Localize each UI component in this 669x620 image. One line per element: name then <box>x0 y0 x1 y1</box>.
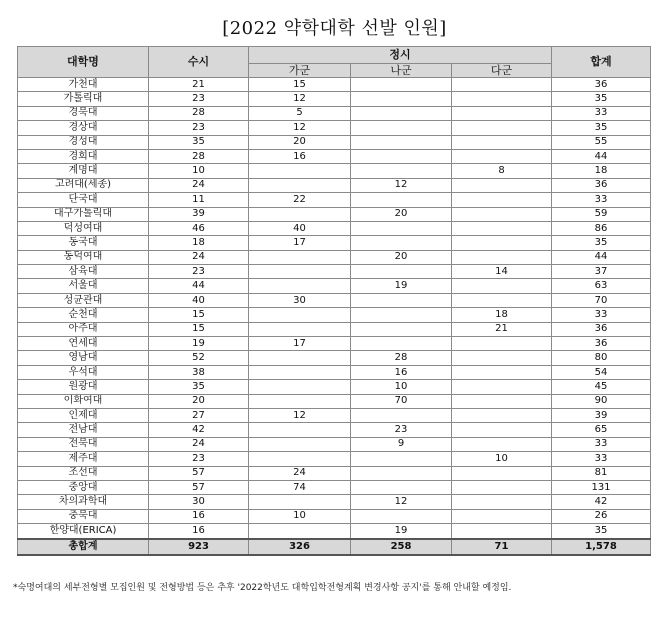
na-cell: 23 <box>351 423 452 437</box>
university-cell: 인제대 <box>18 408 149 422</box>
table-body <box>18 78 651 555</box>
ga-cell: 17 <box>249 337 351 351</box>
university-cell: 조선대 <box>18 466 149 480</box>
total-cell: 55 <box>552 135 651 149</box>
table-row <box>18 524 651 539</box>
na-cell: 19 <box>351 279 452 293</box>
total-cell: 36 <box>552 322 651 336</box>
university-cell: 중앙대 <box>18 480 149 494</box>
na-cell: 16 <box>351 365 452 379</box>
university-cell: 이화여대 <box>18 394 149 408</box>
na-cell <box>351 106 452 120</box>
table-row <box>18 236 651 250</box>
na-cell: 12 <box>351 495 452 509</box>
total-cell: 54 <box>552 365 651 379</box>
ga-cell <box>249 365 351 379</box>
na-cell <box>351 509 452 523</box>
ga-cell <box>249 423 351 437</box>
total-cell: 33 <box>552 308 651 322</box>
da-cell <box>452 365 552 379</box>
total-cell: 86 <box>552 221 651 235</box>
ga-cell: 10 <box>249 509 351 523</box>
university-cell: 우석대 <box>18 365 149 379</box>
total-cell: 33 <box>552 452 651 466</box>
total-cell: 35 <box>552 524 651 539</box>
na-cell: 10 <box>351 380 452 394</box>
da-cell: 21 <box>452 322 552 336</box>
susi-cell: 57 <box>149 466 249 480</box>
total-cell: 36 <box>552 337 651 351</box>
da-cell <box>452 149 552 163</box>
header-da: 다군 <box>452 64 552 78</box>
university-cell: 서울대 <box>18 279 149 293</box>
table-row <box>18 337 651 351</box>
da-cell <box>452 250 552 264</box>
susi-cell: 35 <box>149 380 249 394</box>
da-cell: 18 <box>452 308 552 322</box>
ga-cell <box>249 308 351 322</box>
university-cell: 차의과학대 <box>18 495 149 509</box>
table-row <box>18 495 651 509</box>
total-cell: 81 <box>552 466 651 480</box>
na-cell <box>351 121 452 135</box>
ga-cell <box>249 351 351 365</box>
university-cell: 영남대 <box>18 351 149 365</box>
ga-cell <box>249 250 351 264</box>
total-cell: 70 <box>552 293 651 307</box>
ga-cell: 40 <box>249 221 351 235</box>
university-cell: 경상대 <box>18 121 149 135</box>
table-row <box>18 466 651 480</box>
da-cell <box>452 121 552 135</box>
ga-cell: 20 <box>249 135 351 149</box>
da-cell <box>452 106 552 120</box>
total-cell: 33 <box>552 437 651 451</box>
na-cell <box>351 149 452 163</box>
total-cell: 90 <box>552 394 651 408</box>
university-cell: 경북대 <box>18 106 149 120</box>
na-cell <box>351 322 452 336</box>
na-cell <box>351 293 452 307</box>
total-cell: 65 <box>552 423 651 437</box>
table-row <box>18 106 651 120</box>
table-row <box>18 365 651 379</box>
university-cell: 원광대 <box>18 380 149 394</box>
susi-cell: 40 <box>149 293 249 307</box>
table-row <box>18 265 651 279</box>
ga-cell: 5 <box>249 106 351 120</box>
na-cell <box>351 265 452 279</box>
total-cell: 35 <box>552 92 651 106</box>
total-cell: 63 <box>552 279 651 293</box>
table-row <box>18 408 651 422</box>
da-cell <box>452 135 552 149</box>
susi-cell: 42 <box>149 423 249 437</box>
table-row <box>18 193 651 207</box>
total-cell: 59 <box>552 207 651 221</box>
ga-cell <box>249 322 351 336</box>
ga-cell: 17 <box>249 236 351 250</box>
table-row <box>18 380 651 394</box>
na-cell <box>351 480 452 494</box>
susi-cell: 10 <box>149 164 249 178</box>
susi-cell: 23 <box>149 92 249 106</box>
total-cell: 33 <box>552 106 651 120</box>
university-cell: 덕성여대 <box>18 221 149 235</box>
table-row <box>18 351 651 365</box>
total-cell: 36 <box>552 178 651 192</box>
da-cell <box>452 221 552 235</box>
na-cell: 70 <box>351 394 452 408</box>
ga-cell <box>249 495 351 509</box>
ga-cell <box>249 380 351 394</box>
da-cell <box>452 480 552 494</box>
grand-total-total-cell: 1,578 <box>552 539 651 555</box>
susi-cell: 24 <box>149 178 249 192</box>
ga-cell: 24 <box>249 466 351 480</box>
table-row <box>18 78 651 92</box>
university-cell: 단국대 <box>18 193 149 207</box>
ga-cell <box>249 524 351 539</box>
susi-cell: 27 <box>149 408 249 422</box>
total-cell: 80 <box>552 351 651 365</box>
susi-cell: 16 <box>149 509 249 523</box>
header-na: 나군 <box>351 64 452 78</box>
da-cell <box>452 380 552 394</box>
header-university: 대학명 <box>18 47 149 78</box>
na-cell: 9 <box>351 437 452 451</box>
table-row <box>18 149 651 163</box>
da-cell <box>452 92 552 106</box>
susi-cell: 44 <box>149 279 249 293</box>
grand-total-susi-cell: 923 <box>149 539 249 555</box>
total-cell: 35 <box>552 121 651 135</box>
ga-cell: 30 <box>249 293 351 307</box>
susi-cell: 19 <box>149 337 249 351</box>
susi-cell: 15 <box>149 322 249 336</box>
da-cell <box>452 351 552 365</box>
total-cell: 33 <box>552 193 651 207</box>
susi-cell: 21 <box>149 78 249 92</box>
university-cell: 경성대 <box>18 135 149 149</box>
da-cell <box>452 466 552 480</box>
susi-cell: 23 <box>149 121 249 135</box>
na-cell <box>351 135 452 149</box>
ga-cell <box>249 452 351 466</box>
table-row <box>18 394 651 408</box>
susi-cell: 23 <box>149 265 249 279</box>
ga-cell <box>249 279 351 293</box>
da-cell <box>452 78 552 92</box>
da-cell <box>452 207 552 221</box>
university-cell: 전북대 <box>18 437 149 451</box>
na-cell <box>351 408 452 422</box>
university-cell: 고려대(세종) <box>18 178 149 192</box>
university-cell: 가천대 <box>18 78 149 92</box>
da-cell: 10 <box>452 452 552 466</box>
table-row <box>18 480 651 494</box>
da-cell <box>452 394 552 408</box>
ga-cell: 12 <box>249 92 351 106</box>
university-cell: 충북대 <box>18 509 149 523</box>
table-row <box>18 221 651 235</box>
ga-cell: 22 <box>249 193 351 207</box>
table-row <box>18 135 651 149</box>
header-susi: 수시 <box>149 47 249 78</box>
table-row <box>18 207 651 221</box>
ga-cell: 16 <box>249 149 351 163</box>
ga-cell <box>249 437 351 451</box>
university-cell: 전남대 <box>18 423 149 437</box>
na-cell: 19 <box>351 524 452 539</box>
na-cell: 28 <box>351 351 452 365</box>
total-cell: 42 <box>552 495 651 509</box>
na-cell <box>351 221 452 235</box>
da-cell <box>452 279 552 293</box>
susi-cell: 57 <box>149 480 249 494</box>
total-cell: 35 <box>552 236 651 250</box>
ga-cell: 74 <box>249 480 351 494</box>
university-cell: 동국대 <box>18 236 149 250</box>
grand-total-na-cell: 258 <box>351 539 452 555</box>
table-row <box>18 423 651 437</box>
susi-cell: 35 <box>149 135 249 149</box>
na-cell <box>351 164 452 178</box>
ga-cell <box>249 265 351 279</box>
table-row <box>18 164 651 178</box>
da-cell: 14 <box>452 265 552 279</box>
da-cell <box>452 408 552 422</box>
total-cell: 44 <box>552 250 651 264</box>
page-title: [2022 약학대학 선발 인원] <box>222 18 447 39</box>
ga-cell: 12 <box>249 408 351 422</box>
susi-cell: 28 <box>149 149 249 163</box>
na-cell <box>351 466 452 480</box>
na-cell <box>351 308 452 322</box>
total-cell: 39 <box>552 408 651 422</box>
table-row <box>18 279 651 293</box>
table-row <box>18 322 651 336</box>
ga-cell <box>249 164 351 178</box>
susi-cell: 24 <box>149 437 249 451</box>
university-cell: 연세대 <box>18 337 149 351</box>
susi-cell: 52 <box>149 351 249 365</box>
total-cell: 26 <box>552 509 651 523</box>
da-cell <box>452 193 552 207</box>
da-cell: 8 <box>452 164 552 178</box>
total-cell: 37 <box>552 265 651 279</box>
admissions-table <box>17 46 651 556</box>
da-cell <box>452 437 552 451</box>
da-cell <box>452 178 552 192</box>
da-cell <box>452 236 552 250</box>
table-row <box>18 121 651 135</box>
table-row <box>18 437 651 451</box>
na-cell <box>351 78 452 92</box>
na-cell <box>351 452 452 466</box>
total-cell: 44 <box>552 149 651 163</box>
grand-total-da-cell: 71 <box>452 539 552 555</box>
susi-cell: 18 <box>149 236 249 250</box>
susi-cell: 28 <box>149 106 249 120</box>
header-ga: 가군 <box>249 64 351 78</box>
total-cell: 36 <box>552 78 651 92</box>
susi-cell: 16 <box>149 524 249 539</box>
na-cell <box>351 92 452 106</box>
na-cell: 20 <box>351 250 452 264</box>
footnote: *숙명여대의 세부전형별 모집인원 및 전형방법 등은 추후 '2022학년도 대학입학전형계획 변경사항 공지'를 통해 안내할 예정임. <box>13 583 512 593</box>
susi-cell: 30 <box>149 495 249 509</box>
na-cell <box>351 337 452 351</box>
na-cell: 20 <box>351 207 452 221</box>
susi-cell: 24 <box>149 250 249 264</box>
susi-cell: 39 <box>149 207 249 221</box>
ga-cell <box>249 394 351 408</box>
table-row <box>18 250 651 264</box>
ga-cell: 15 <box>249 78 351 92</box>
susi-cell: 15 <box>149 308 249 322</box>
table-row <box>18 293 651 307</box>
da-cell <box>452 509 552 523</box>
university-cell: 계명대 <box>18 164 149 178</box>
table-row <box>18 92 651 106</box>
ga-cell: 12 <box>249 121 351 135</box>
university-cell: 성균관대 <box>18 293 149 307</box>
header-total: 합계 <box>552 47 651 78</box>
table-row <box>18 308 651 322</box>
susi-cell: 38 <box>149 365 249 379</box>
da-cell <box>452 423 552 437</box>
grand-total-row <box>18 539 651 555</box>
na-cell <box>351 236 452 250</box>
grand-total-ga-cell: 326 <box>249 539 351 555</box>
total-cell: 45 <box>552 380 651 394</box>
university-cell: 제주대 <box>18 452 149 466</box>
da-cell <box>452 293 552 307</box>
university-cell: 대구가톨릭대 <box>18 207 149 221</box>
header-jeongsi: 정시 <box>249 47 552 64</box>
da-cell <box>452 495 552 509</box>
susi-cell: 23 <box>149 452 249 466</box>
university-cell: 삼육대 <box>18 265 149 279</box>
da-cell <box>452 524 552 539</box>
university-cell: 가톨릭대 <box>18 92 149 106</box>
susi-cell: 11 <box>149 193 249 207</box>
na-cell <box>351 193 452 207</box>
ga-cell <box>249 207 351 221</box>
susi-cell: 20 <box>149 394 249 408</box>
university-cell: 한양대(ERICA) <box>18 524 149 539</box>
table-row <box>18 452 651 466</box>
grand-total-university-cell: 총합계 <box>18 539 149 555</box>
total-cell: 18 <box>552 164 651 178</box>
total-cell: 131 <box>552 480 651 494</box>
ga-cell <box>249 178 351 192</box>
da-cell <box>452 337 552 351</box>
university-cell: 경희대 <box>18 149 149 163</box>
university-cell: 동덕여대 <box>18 250 149 264</box>
na-cell: 12 <box>351 178 452 192</box>
susi-cell: 46 <box>149 221 249 235</box>
university-cell: 순천대 <box>18 308 149 322</box>
university-cell: 아주대 <box>18 322 149 336</box>
table-row <box>18 178 651 192</box>
table-row <box>18 509 651 523</box>
